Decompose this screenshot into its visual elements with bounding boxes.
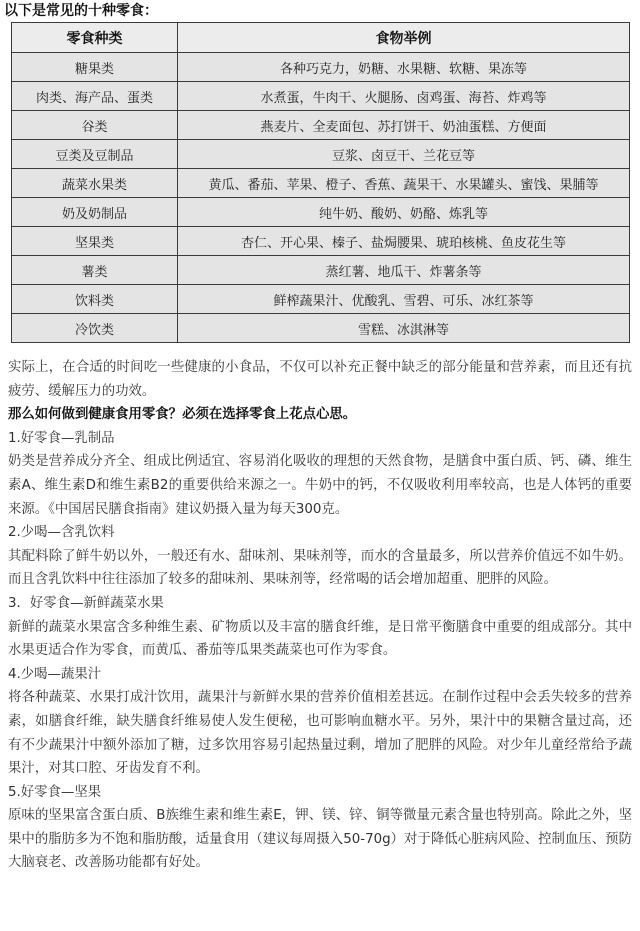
snack-category: 奶及奶制品 (12, 198, 178, 227)
column-header-category: 零食种类 (12, 23, 178, 53)
section-paragraph: 原味的坚果富含蛋白质、B族维生素和维生素E，钾、镁、锌、铜等微量元素含量也特别高。除此之外，坚果中的脂肪多为不饱和脂肪酸，适量食用（建议每周摄入50-70g）对于降低心脏病风险、控制血压、预防大脑衰老、改善肠功能都有好处。 (8, 808, 632, 871)
snack-category: 豆类及豆制品 (12, 140, 178, 169)
snack-category: 冷饮类 (12, 314, 178, 343)
snack-category: 蔬菜水果类 (12, 169, 178, 198)
section-title: 5.好零食—坚果 (8, 784, 102, 800)
snack-table (11, 22, 630, 343)
table-row (12, 198, 630, 227)
table-row (12, 140, 630, 169)
table-row (12, 111, 630, 140)
snack-examples: 蒸红薯、地瓜干、炸薯条等 (178, 256, 630, 285)
section-title: 1.好零食—乳制品 (8, 430, 115, 446)
snack-category: 坚果类 (12, 227, 178, 256)
snack-examples: 豆浆、卤豆干、兰花豆等 (178, 140, 630, 169)
snack-examples: 各种巧克力，奶糖、水果糖、软糖、果冻等 (178, 53, 630, 82)
table-row (12, 285, 630, 314)
column-header-examples: 食物举例 (178, 23, 630, 53)
table-row (12, 227, 630, 256)
intro-paragraph: 实际上，在合适的时间吃一些健康的小食品，不仅可以补充正餐中缺乏的部分能量和营养素，而且还有抗疲劳、缓解压力的功效。 (8, 360, 632, 399)
snack-category: 肉类、海产品、蛋类 (12, 82, 178, 111)
article-body (8, 356, 632, 875)
snack-category: 糖果类 (12, 53, 178, 82)
snack-category: 谷类 (12, 111, 178, 140)
table-header-row (12, 23, 630, 53)
table-row (12, 314, 630, 343)
table-row (12, 53, 630, 82)
section-paragraph: 其配料除了鲜牛奶以外，一般还有水、甜味剂、果味剂等，而水的含量最多，所以营养价值远不如牛奶。而且含乳饮料中往往添加了较多的甜味剂、果味剂等，经常喝的话会增加超重、肥胖的风险。 (8, 548, 632, 588)
snack-examples: 水煮蛋，牛肉干、火腿肠、卤鸡蛋、海苔、炸鸡等 (178, 82, 630, 111)
snack-examples: 纯牛奶、酸奶、奶酪、炼乳等 (178, 198, 630, 227)
snack-examples: 杏仁、开心果、榛子、盐焗腰果、琥珀核桃、鱼皮花生等 (178, 227, 630, 256)
section-title: 2.少喝—含乳饮料 (8, 525, 115, 541)
section-paragraph: 奶类是营养成分齐全、组成比例适宜、容易消化吸收的理想的天然食物，是膳食中蛋白质、钙、磷、维生素A、维生素D和维生素B2的重要供给来源之一。牛奶中的钙，不仅吸收利用率较高，也是人体钙的重要来源。《中国居民膳食指南》建议奶摄入量为每天300克。 (8, 454, 632, 517)
lead-question: 那么如何做到健康食用零食？必须在选择零食上花点心思。 (8, 407, 357, 423)
snack-category: 饮料类 (12, 285, 178, 314)
section-paragraph: 新鲜的蔬菜水果富含多种维生素、矿物质以及丰富的膳食纤维，是日常平衡膳食中重要的组成部分。其中水果更适合作为零食，而黄瓜、番茄等瓜果类蔬菜也可作为零食。 (8, 619, 632, 659)
table-row (12, 256, 630, 285)
section-title: 3．好零食—新鲜蔬菜水果 (8, 595, 164, 611)
section-title: 4.少喝—蔬果汁 (8, 666, 102, 682)
table-row (12, 169, 630, 198)
table-heading: 以下是常见的十种零食： (4, 3, 158, 19)
snack-examples: 雪糕、冰淇淋等 (178, 314, 630, 343)
snack-examples: 黄瓜、番茄、苹果、橙子、香蕉、蔬果干、水果罐头、蜜饯、果脯等 (178, 169, 630, 198)
section-paragraph: 将各种蔬菜、水果打成汁饮用，蔬果汁与新鲜水果的营养价值相差甚远。在制作过程中会丢失较多的营养素，如膳食纤维，缺失膳食纤维易使人发生便秘，也可影响血糖水平。另外，果汁中的果糖含量过高，还有不少蔬果汁中额外添加了糖，过多饮用容易引起热量过剩，增加了肥胖的风险。对少年儿童经常给予蔬果汁，对其口腔、牙齿发育不利。 (8, 690, 632, 777)
snack-examples: 燕麦片、全麦面包、苏打饼干、奶油蛋糕、方便面 (178, 111, 630, 140)
table-row (12, 82, 630, 111)
snack-category: 薯类 (12, 256, 178, 285)
snack-examples: 鲜榨蔬果汁、优酸乳、雪碧、可乐、冰红茶等 (178, 285, 630, 314)
